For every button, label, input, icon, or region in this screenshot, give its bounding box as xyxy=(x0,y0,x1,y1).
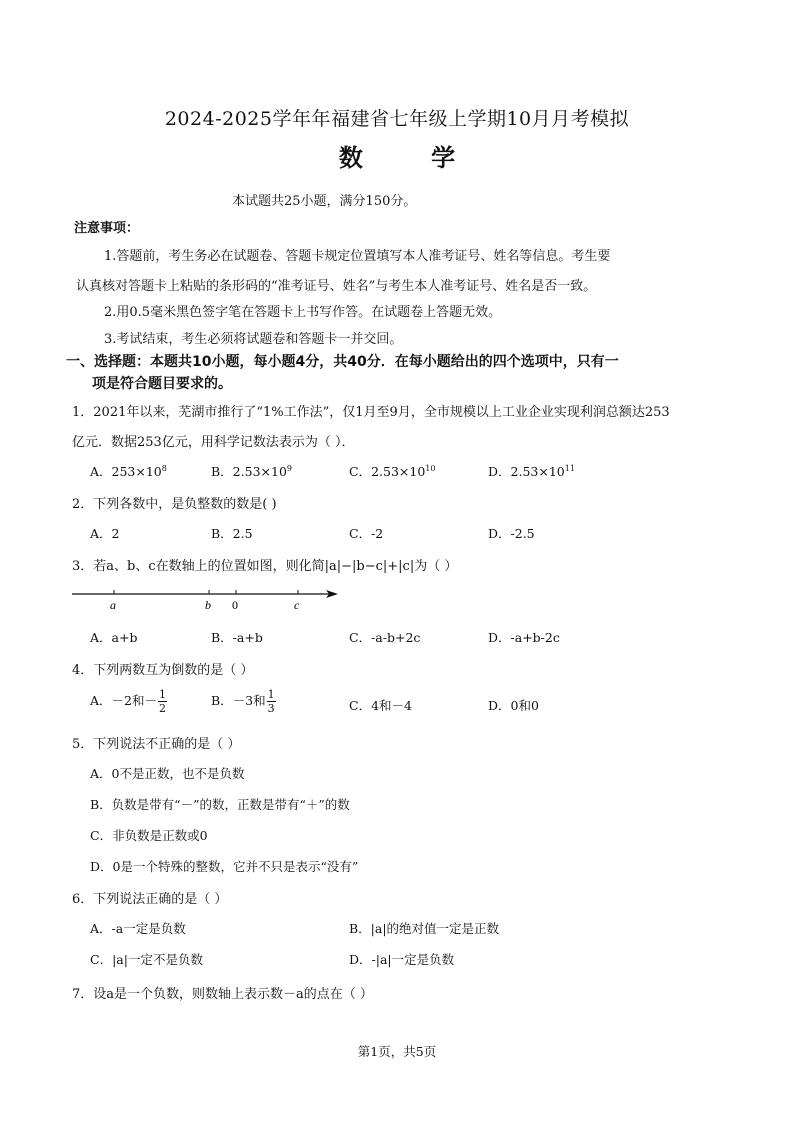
q4-option-b-prefix: B．－3和 xyxy=(211,693,266,708)
q1-option-c-exponent: 10 xyxy=(425,463,436,473)
q1-option-a xyxy=(90,462,167,480)
q3-option-a: A．a+b xyxy=(90,630,138,645)
q6-option-c: C．|a|一定不是负数 xyxy=(90,952,203,967)
q4-option-a-prefix: A．－2和－ xyxy=(90,693,157,708)
q6-stem: 6．下列说法正确的是（ ） xyxy=(72,892,228,907)
q1-option-d-exponent: 11 xyxy=(564,463,575,473)
q1-option-a-exponent: 8 xyxy=(161,463,167,473)
q2-stem: 2．下列各数中，是负整数的数是( ) xyxy=(72,497,277,512)
q4-option-a xyxy=(90,688,168,715)
q2-option-d: D．-2.5 xyxy=(488,526,535,541)
notice-item-2: 2.用0.5毫米黑色签字笔在答题卡上书写作答。在试题卷上答题无效。 xyxy=(104,305,502,320)
notice-heading: 注意事项： xyxy=(74,221,140,236)
axis-label-c: c xyxy=(294,598,300,612)
q2-option-c: C．-2 xyxy=(349,526,384,541)
q5-option-a: A．0不是正数，也不是负数 xyxy=(90,766,245,781)
q1-option-b-exponent: 9 xyxy=(286,463,292,473)
q1-option-b xyxy=(211,462,292,480)
q5-option-c: C．非负数是正数或0 xyxy=(90,828,208,843)
q1-option-d xyxy=(488,462,575,480)
q5-stem: 5．下列说法不正确的是（ ） xyxy=(72,737,241,752)
axis-label-a: a xyxy=(110,598,116,612)
q4-option-c: C．4和－4 xyxy=(349,698,412,713)
q6-option-a: A．-a一定是负数 xyxy=(90,921,186,936)
q4-option-b-fraction xyxy=(267,688,276,715)
subject-title: 数 学 xyxy=(338,143,486,172)
q1-option-d-base: D．2.53×10 xyxy=(488,464,565,479)
fraction-numerator: 1 xyxy=(267,688,275,701)
q7-stem: 7．设a是一个负数，则数轴上表示数－a的点在（ ） xyxy=(72,987,373,1002)
q2-option-b: B．2.5 xyxy=(211,526,253,541)
q3-option-b: B．-a+b xyxy=(211,630,263,645)
section-heading-line-1: 一、选择题：本题共10小题，每小题4分，共40分．在每小题给出的四个选项中，只有一 xyxy=(66,354,619,370)
q5-option-b: B．负数是带有“－”的数，正数是带有“＋”的数 xyxy=(90,797,350,812)
fraction-denominator: 2 xyxy=(158,702,166,715)
q3-option-c: C．-a-b+2c xyxy=(349,630,421,645)
q1-option-c-base: C．2.53×10 xyxy=(349,464,426,479)
q3-option-d: D．-a+b-2c xyxy=(488,630,560,645)
q4-option-d: D．0和0 xyxy=(488,698,539,713)
axis-label-b: b xyxy=(205,598,211,612)
number-line-figure xyxy=(70,585,350,615)
fraction-numerator: 1 xyxy=(158,688,166,701)
q3-stem: 3．若a、b、c在数轴上的位置如图，则化简|a|−|b−c|+|c|为（ ） xyxy=(72,559,458,574)
page-number: 第1页，共5页 xyxy=(357,1044,437,1059)
q1-option-a-base: A．253×10 xyxy=(90,464,162,479)
q5-option-d: D．0是一个特殊的整数，它并不只是表示“没有” xyxy=(90,859,359,874)
section-heading-line-2: 项是符合题目要求的。 xyxy=(92,376,232,392)
q6-option-d: D．-|a|一定是负数 xyxy=(349,952,455,967)
notice-item-3: 3.考试结束，考生必须将试题卷和答题卡一并交回。 xyxy=(104,332,403,347)
q1-stem-line-1: 1．2021年以来，芜湖市推行了“1%工作法”，仅1月至9月，全市规模以上工业企业实现利润总额达253 xyxy=(72,405,670,420)
axis-label-zero: 0 xyxy=(232,598,238,612)
q6-option-b: B．|a|的绝对值一定是正数 xyxy=(349,921,500,936)
fraction-denominator: 3 xyxy=(267,702,275,715)
q2-option-a: A．2 xyxy=(90,526,120,541)
q1-stem-line-2: 亿元．数据253亿元，用科学记数法表示为（ ）． xyxy=(72,435,355,450)
q1-option-c xyxy=(349,462,435,480)
q4-option-a-fraction xyxy=(158,688,167,715)
exam-title: 2024-2025学年年福建省七年级上学期10月月考模拟 xyxy=(164,108,630,130)
notice-item-1-line-2: 认真核对答题卡上粘贴的条形码的“准考证号、姓名”与考生本人准考证号、姓名是否一致。 xyxy=(76,279,597,294)
exam-intro: 本试题共25小题，满分150分。 xyxy=(232,194,417,209)
q1-option-b-base: B．2.53×10 xyxy=(211,464,287,479)
notice-item-1-line-1: 1.答题前，考生务必在试题卷、答题卡规定位置填写本人准考证号、姓名等信息。考生要 xyxy=(104,249,611,264)
q4-option-b xyxy=(211,688,277,715)
q4-stem: 4．下列两数互为倒数的是（ ） xyxy=(72,663,254,678)
